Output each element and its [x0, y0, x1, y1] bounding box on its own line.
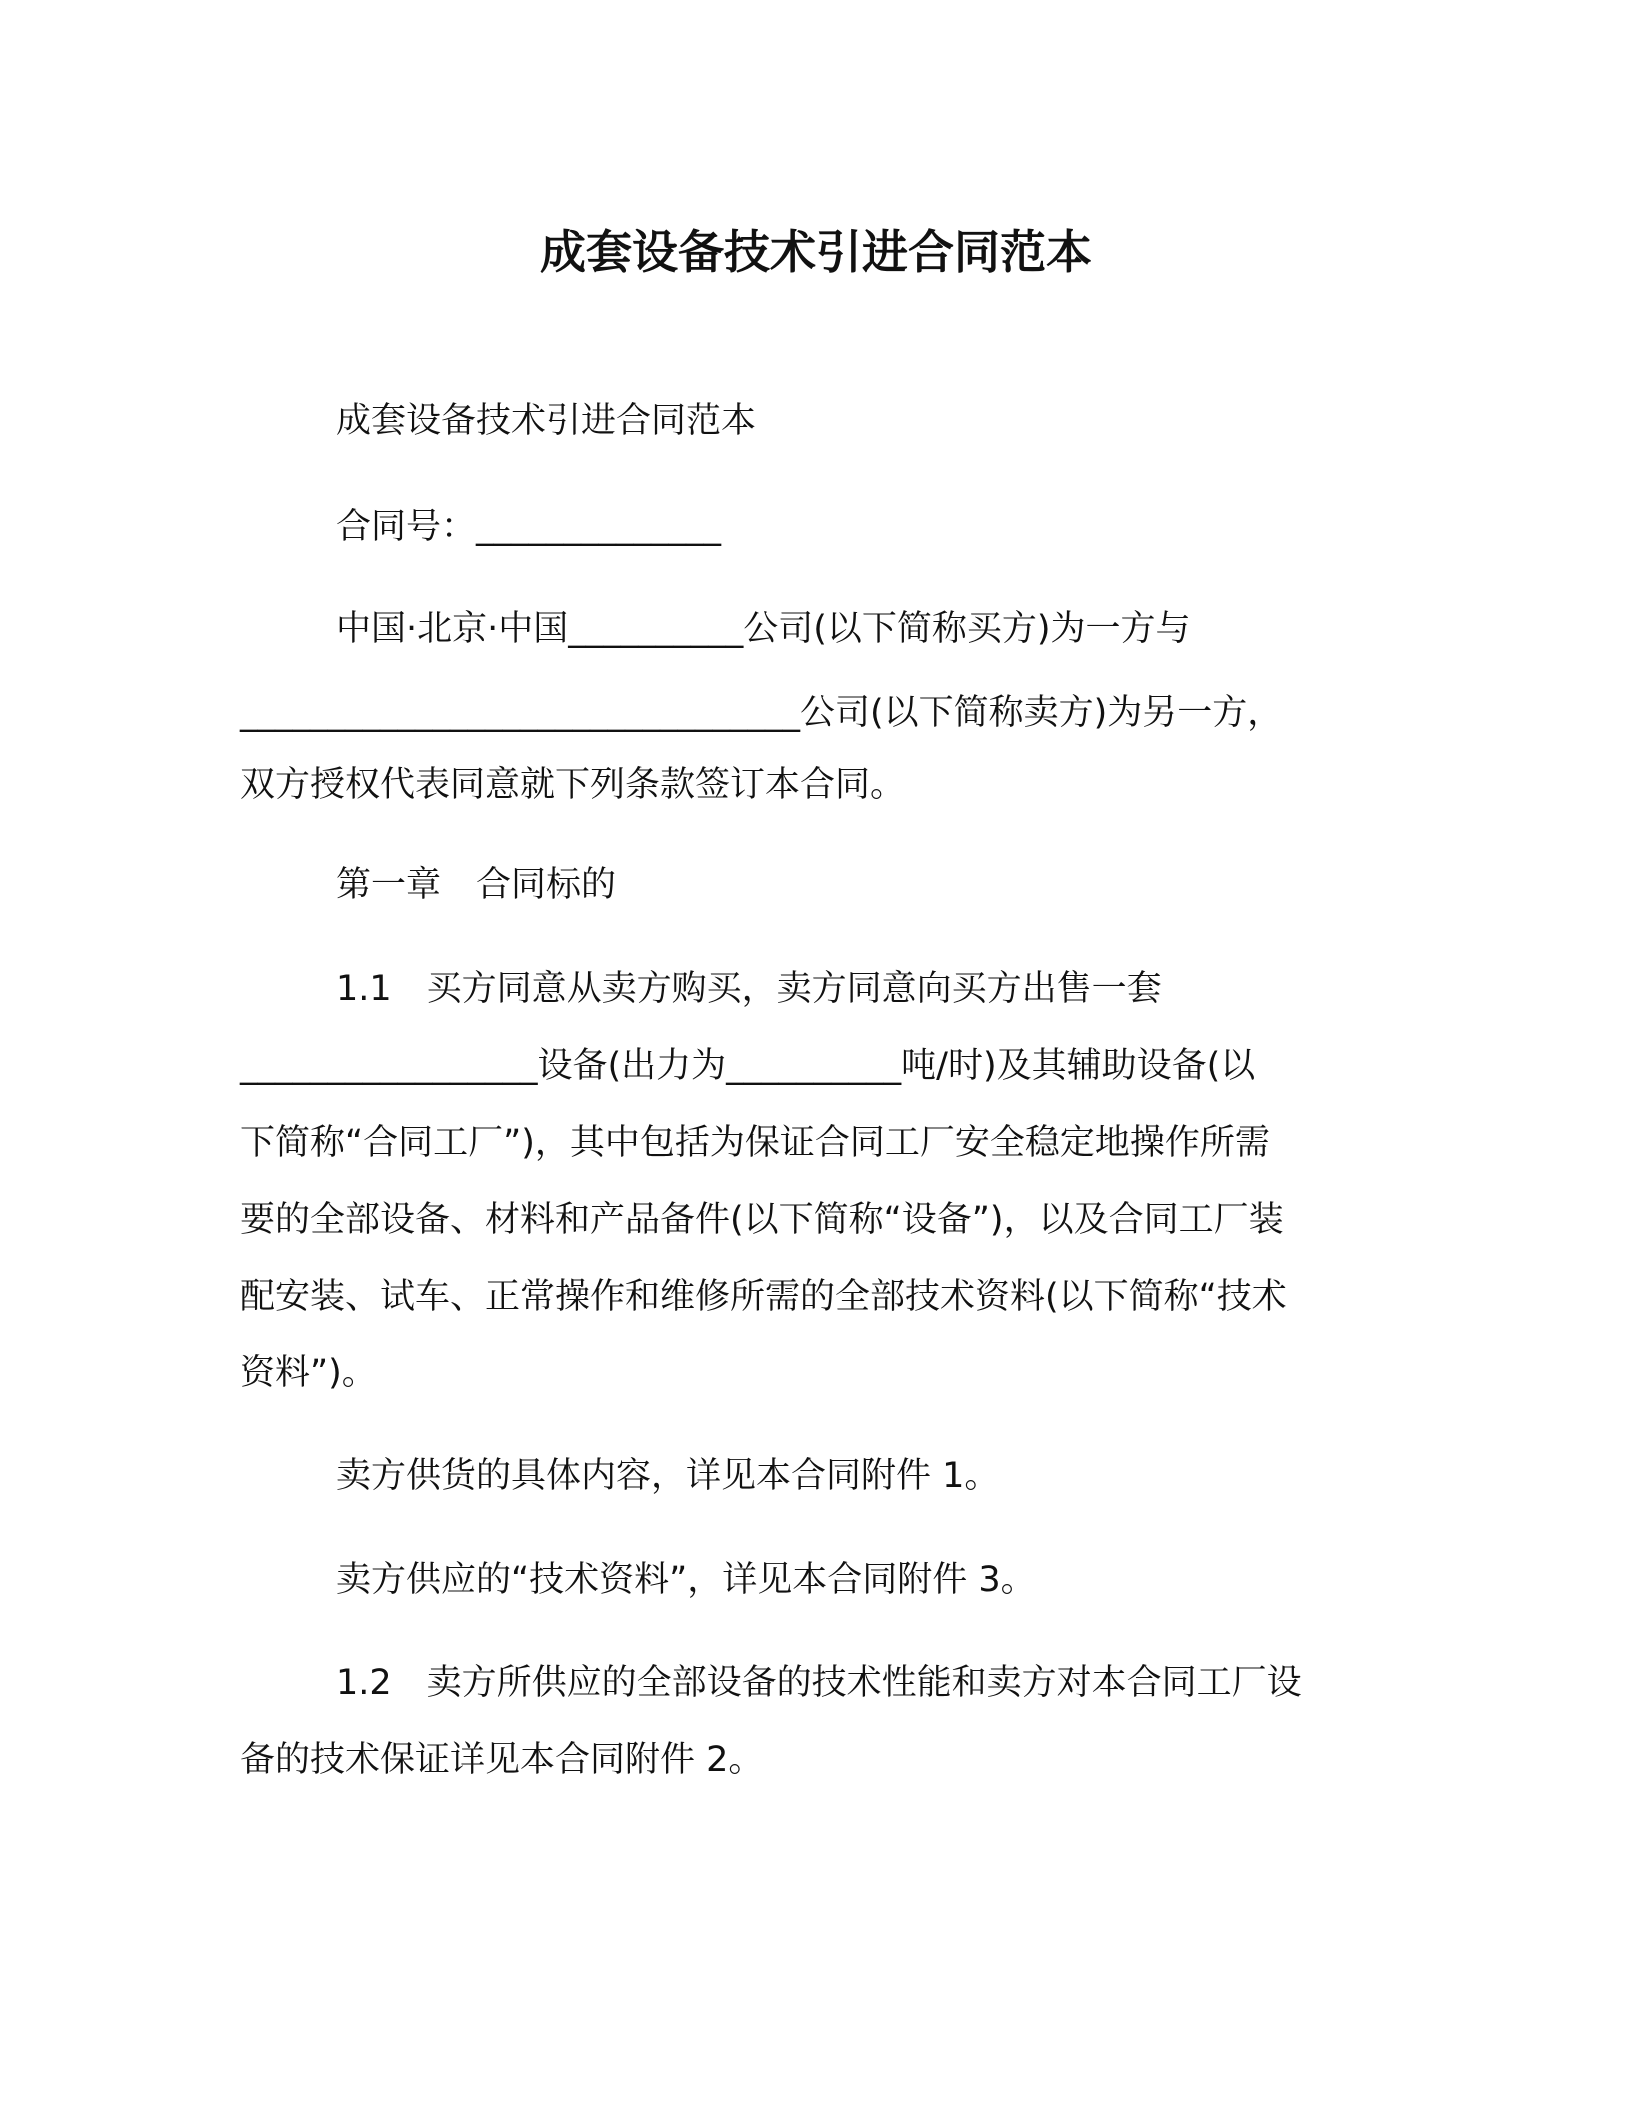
paragraph-line: ________________________________公司(以下简称卖方)为另一方，: [240, 693, 1283, 733]
paragraph-line: 资料”)。: [240, 1353, 377, 1393]
paragraph-line: 双方授权代表同意就下列条款签订本合同。: [240, 765, 906, 805]
paragraph-line: 要的全部设备、材料和产品备件(以下简称“设备”)，以及合同工厂装: [240, 1200, 1284, 1240]
paragraph-line: _________________设备(出力为__________吨/时)及其辅助设备(以: [240, 1046, 1256, 1086]
paragraph-line: 卖方供应的“技术资料”，详见本合同附件 3。: [336, 1560, 1036, 1600]
paragraph-line: 1.1 买方同意从卖方购买，卖方同意向买方出售一套: [336, 969, 1162, 1009]
paragraph-line: 中国·北京·中国__________公司(以下简称买方)为一方与: [336, 609, 1191, 649]
paragraph-line: 下简称“合同工厂”)，其中包括为保证合同工厂安全稳定地操作所需: [240, 1123, 1270, 1163]
contract-number-line: 合同号：______________: [336, 507, 722, 547]
paragraph-line: 备的技术保证详见本合同附件 2。: [240, 1740, 764, 1780]
subtitle-line: 成套设备技术引进合同范本: [336, 401, 757, 441]
paragraph-line: 1.2 卖方所供应的全部设备的技术性能和卖方对本合同工厂设: [336, 1663, 1302, 1703]
chapter-heading: 第一章 合同标的: [336, 865, 617, 905]
document-title: 成套设备技术引进合同范本: [540, 225, 1092, 279]
paragraph-line: 配安装、试车、正常操作和维修所需的全部技术资料(以下简称“技术: [240, 1277, 1287, 1317]
paragraph-line: 卖方供货的具体内容，详见本合同附件 1。: [336, 1456, 1000, 1496]
